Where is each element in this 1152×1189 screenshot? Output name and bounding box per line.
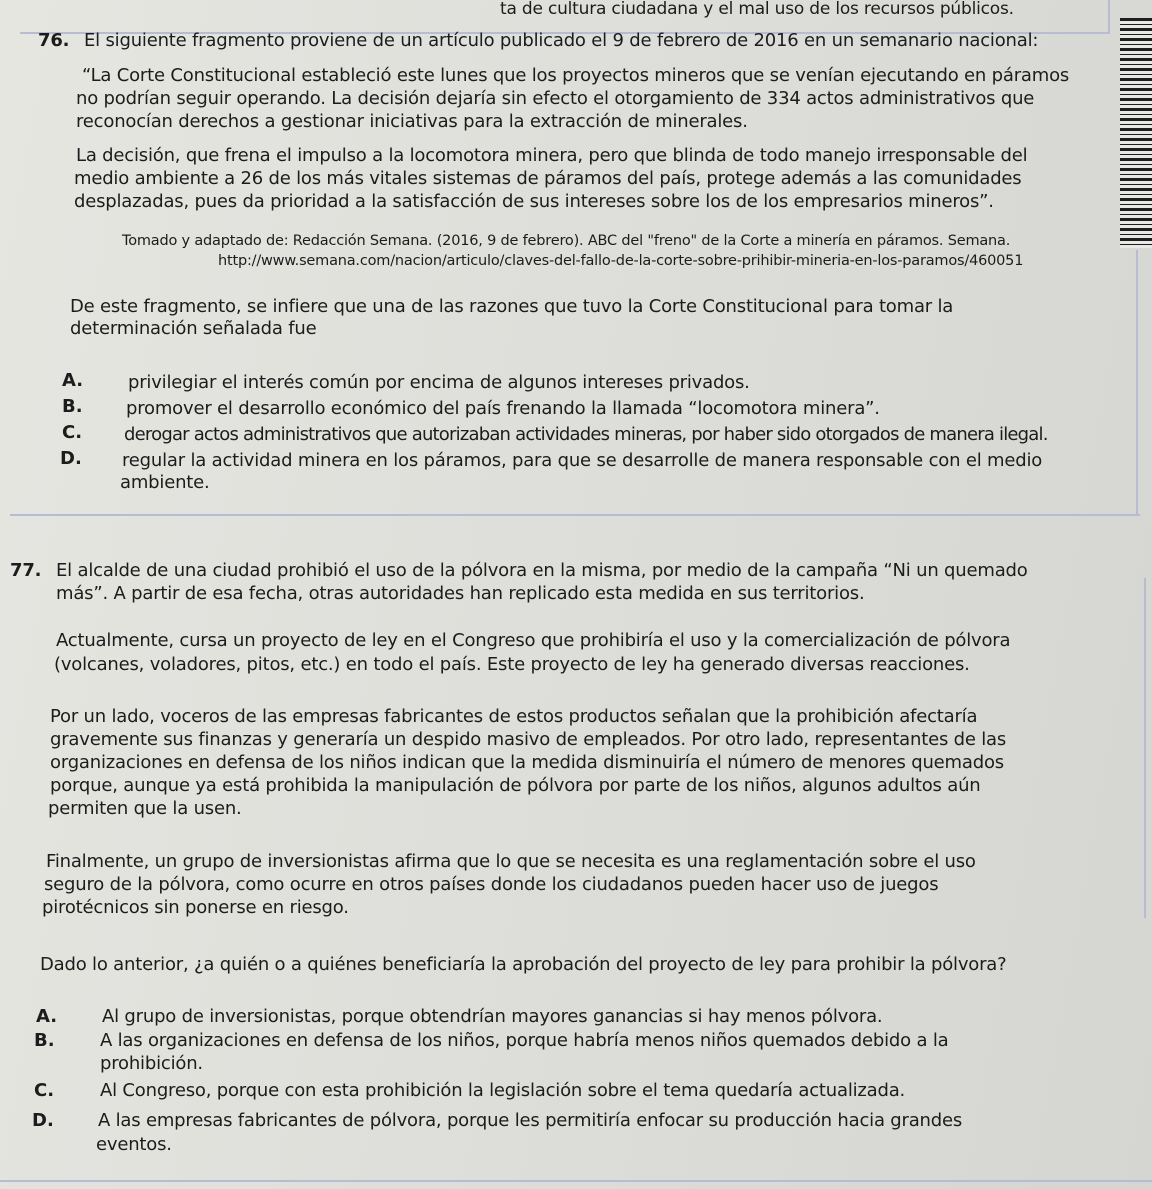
q77-paragraph-line: (volcanes, voladores, pitos, etc.) en todo el país. Este proyecto de ley ha generado diversas reacciones. [54, 654, 970, 675]
q77-paragraph-line: pirotécnicos sin ponerse en riesgo. [42, 897, 349, 918]
q76-question-line: De este fragmento, se infiere que una de las razones que tuvo la Corte Constitucional para tomar la [70, 296, 954, 317]
q77-intro-line: más”. A partir de esa fecha, otras autoridades han replicado esta medida en sus territorios. [56, 583, 865, 604]
q77-paragraph-line: porque, aunque ya está prohibida la manipulación de pólvora por parte de los niños, algunos adultos aún [50, 775, 981, 796]
q76-quote-line: La decisión, que frena el impulso a la locomotora minera, pero que blinda de todo manejo irresponsable del [76, 145, 1028, 166]
q76-source-url: http://www.semana.com/nacion/articulo/claves-del-fallo-de-la-corte-sobre-prihibir-mineria-en-los-paramos/460051 [218, 253, 1024, 269]
header-border [1108, 0, 1110, 32]
q77-option-b-text-cont[interactable]: prohibición. [100, 1053, 203, 1074]
q77-option-c-letter[interactable]: C. [34, 1080, 55, 1101]
q77-intro-line: El alcalde de una ciudad prohibió el uso de la pólvora en la misma, por medio de la campaña “Ni un quemado [56, 560, 1028, 581]
q77-option-c-text[interactable]: Al Congreso, porque con esta prohibición la legislación sobre el tema quedaría actualizada. [100, 1080, 906, 1101]
q76-option-c-letter[interactable]: C. [62, 422, 83, 443]
q76-option-d-letter[interactable]: D. [60, 448, 82, 469]
q76-question-line: determinación señalada fue [70, 318, 317, 339]
question-76-number: 76. [38, 30, 70, 51]
q76-option-c-text[interactable]: derogar actos administrativos que autorizaban actividades mineras, por haber sido otorgados de manera ilegal. [124, 424, 1048, 445]
q77-paragraph-line: seguro de la pólvora, como ocurre en otros países donde los ciudadanos pueden hacer uso de juegos [44, 874, 939, 895]
question-76-intro: El siguiente fragmento proviene de un artículo publicado el 9 de febrero de 2016 en un semanario nacional: [84, 30, 1039, 51]
question-77-number: 77. [10, 560, 42, 581]
q76-option-b-letter[interactable]: B. [62, 396, 83, 417]
q76-option-d-text[interactable]: regular la actividad minera en los páramos, para que se desarrolle de manera responsable con el medio [122, 450, 1043, 471]
q77-paragraph-line: Finalmente, un grupo de inversionistas afirma que lo que se necesita es una reglamentación sobre el uso [46, 851, 976, 872]
q76-option-a-letter[interactable]: A. [62, 370, 84, 391]
q77-divider [0, 1180, 1152, 1182]
q77-option-b-letter[interactable]: B. [34, 1030, 55, 1051]
q77-option-d-text[interactable]: A las empresas fabricantes de pólvora, porque les permitiría enfocar su producción hacia grandes [98, 1110, 963, 1131]
q77-paragraph-line: organizaciones en defensa de los niños indican que la medida disminuiría el número de menores quemados [50, 752, 1004, 773]
q77-paragraph-line: Actualmente, cursa un proyecto de ley en el Congreso que prohibiría el uso y la comercialización de pólvora [56, 630, 1011, 651]
header-cut-text: ta de cultura ciudadana y el mal uso de los recursos públicos. [500, 0, 1014, 19]
q76-source-citation: Tomado y adaptado de: Redacción Semana. (2016, 9 de febrero). ABC del "freno" de la Corte a minería en páramos. Semana. [122, 233, 1011, 249]
q76-border [1136, 250, 1138, 516]
q77-border [1144, 578, 1146, 918]
q77-paragraph-line: permiten que la usen. [48, 798, 242, 819]
q76-quote-line: medio ambiente a 26 de los más vitales sistemas de páramos del país, protege además a las comunidades [74, 168, 1022, 189]
page-edge-barcode [1120, 18, 1152, 248]
q76-quote-line: no podrían seguir operando. La decisión dejaría sin efecto el otorgamiento de 334 actos administrativos que [76, 88, 1035, 109]
q77-option-a-text[interactable]: Al grupo de inversionistas, porque obtendrían mayores ganancias si hay menos pólvora. [102, 1006, 883, 1027]
q76-quote-line: “La Corte Constitucional estableció este lunes que los proyectos mineros que se venían ejecutando en páramos [82, 65, 1070, 86]
q77-option-d-text-cont[interactable]: eventos. [96, 1134, 172, 1155]
q76-quote-line: desplazadas, pues da prioridad a la satisfacción de sus intereses sobre los de los empresarios mineros”. [74, 191, 994, 212]
q76-option-d-text-cont[interactable]: ambiente. [120, 472, 210, 493]
q76-option-a-text[interactable]: privilegiar el interés común por encima de algunos intereses privados. [128, 372, 750, 393]
q77-option-b-text[interactable]: A las organizaciones en defensa de los niños, porque habría menos niños quemados debido a la [100, 1030, 949, 1051]
q77-option-d-letter[interactable]: D. [32, 1110, 54, 1131]
q77-paragraph-line: gravemente sus finanzas y generaría un despido masivo de empleados. Por otro lado, representantes de las [50, 729, 1007, 750]
q77-option-a-letter[interactable]: A. [36, 1006, 58, 1027]
q77-question: Dado lo anterior, ¿a quién o a quiénes beneficiaría la aprobación del proyecto de ley para prohibir la pólvora? [40, 954, 1007, 975]
q76-option-b-text[interactable]: promover el desarrollo económico del país frenando la llamada “locomotora minera”. [126, 398, 880, 419]
q77-paragraph-line: Por un lado, voceros de las empresas fabricantes de estos productos señalan que la prohibición afectaría [50, 706, 978, 727]
q76-quote-line: reconocían derechos a gestionar iniciativas para la extracción de minerales. [76, 111, 748, 132]
q76-divider [10, 514, 1140, 516]
